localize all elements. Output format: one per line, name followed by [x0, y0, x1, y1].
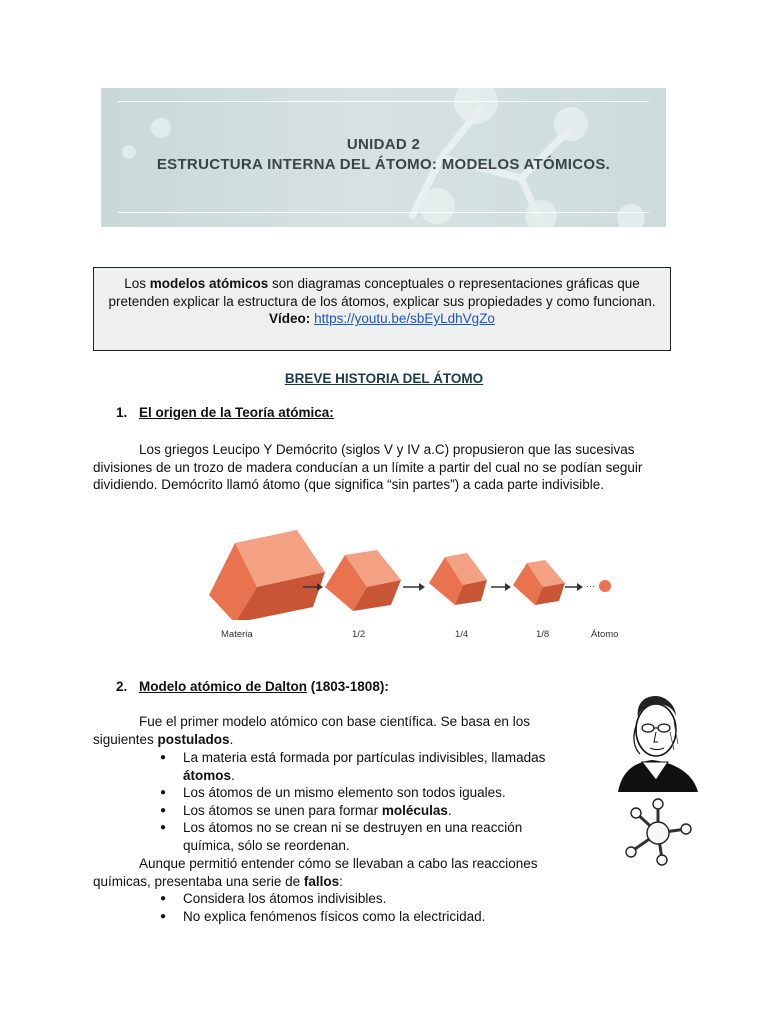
brick-materia	[209, 530, 325, 620]
list-item	[160, 784, 560, 802]
section-2-title: Modelo atómico de Dalton	[139, 679, 308, 694]
banner-bottom-rule	[118, 212, 649, 213]
postulate-1-post: .	[231, 767, 235, 783]
failures-post: :	[339, 873, 343, 889]
failures-bold: fallos	[303, 873, 340, 889]
unit-number: UNIDAD 2	[346, 136, 421, 153]
definition-text-pre: Los	[124, 276, 150, 291]
label-atom: Átomo	[591, 629, 619, 640]
label-materia: Materia	[221, 629, 253, 640]
section-2-number: 2.	[116, 679, 128, 694]
postulate-1-text: La materia está formada por partículas indivisibles, llamadas	[183, 750, 546, 765]
section-title: BREVE HISTORIA DEL ÁTOMO	[284, 371, 484, 386]
molecule-model-icon	[618, 797, 694, 867]
list-item	[160, 819, 543, 854]
intro-bold: postulados	[157, 731, 230, 747]
list-item: ● Considera los átomos indivisibles.	[160, 890, 580, 908]
section-1-text: Los griegos Leucipo Y Demócrito (siglos V y IV a.C) propusieron que las sucesivas divisiones de un trozo de madera conducían a un límite a partir del cual no se podían seguir dividiendo. Demócrito llamó átomo (que significa “sin partes”) a cada parte indivisible.	[93, 442, 643, 493]
brick-quarter	[429, 553, 487, 605]
label-quarter: 1/4	[455, 629, 469, 640]
svg-text:···: ···	[586, 581, 595, 591]
postulate-1-bold: átomos	[183, 767, 232, 783]
banner-top-rule	[118, 101, 649, 102]
postulate-3-post: .	[447, 802, 452, 818]
postulate-2-text: Los átomos de un mismo elemento son todos iguales.	[183, 785, 506, 801]
definition-bold: modelos atómicos	[149, 276, 269, 291]
failures-intro	[93, 855, 563, 890]
list-item	[160, 802, 560, 820]
postulate-4-text: Los átomos no se crean ni se destruyen en una reacción química, sólo se reordenan.	[183, 820, 523, 853]
matter-division-figure	[205, 525, 635, 640]
unit-banner	[101, 88, 666, 227]
section-1-title: El origen de la Teoría atómica:	[139, 405, 334, 420]
intro-post: .	[229, 731, 234, 747]
definition-box	[93, 267, 671, 351]
section-1-number: 1.	[116, 405, 128, 420]
definition-text-post: son diagramas conceptuales o representaciones gráficas que pretenden explicar la estructura de los átomos, explicar sus propiedades y como funcionan.	[108, 276, 656, 309]
section-2-years: (1803-1808):	[307, 679, 389, 694]
postulates-list	[160, 749, 560, 855]
atom-sphere	[599, 580, 611, 592]
label-eighth: 1/8	[536, 629, 550, 640]
intro-pre: Fue el primer modelo atómico con base científica. Se basa en los siguientes	[93, 714, 530, 747]
unit-title: ESTRUCTURA INTERNA DEL ÁTOMO: MODELOS ATÓMICOS.	[156, 156, 611, 173]
label-half: 1/2	[352, 629, 366, 640]
brick-half	[325, 550, 401, 611]
brick-eighth	[513, 560, 565, 605]
failures-list	[160, 890, 580, 925]
video-label: Vídeo:	[269, 311, 311, 326]
list-item: ● No explica fenómenos físicos como la electricidad.	[160, 908, 580, 926]
dalton-portrait-icon	[612, 692, 700, 794]
postulate-3-text: Los átomos se unen para formar	[183, 802, 382, 818]
postulate-3-bold: moléculas	[381, 802, 448, 818]
matter-bricks-illustration	[205, 525, 635, 620]
video-link[interactable]: https://youtu.be/sbEyLdhVgZo	[314, 311, 495, 326]
failures-pre: Aunque permitió entender cómo se llevaban a cabo las reacciones químicas, presentaba una serie de	[93, 856, 538, 889]
section-2-intro	[93, 713, 563, 748]
section-1-paragraph	[93, 441, 673, 494]
list-item	[160, 749, 560, 784]
